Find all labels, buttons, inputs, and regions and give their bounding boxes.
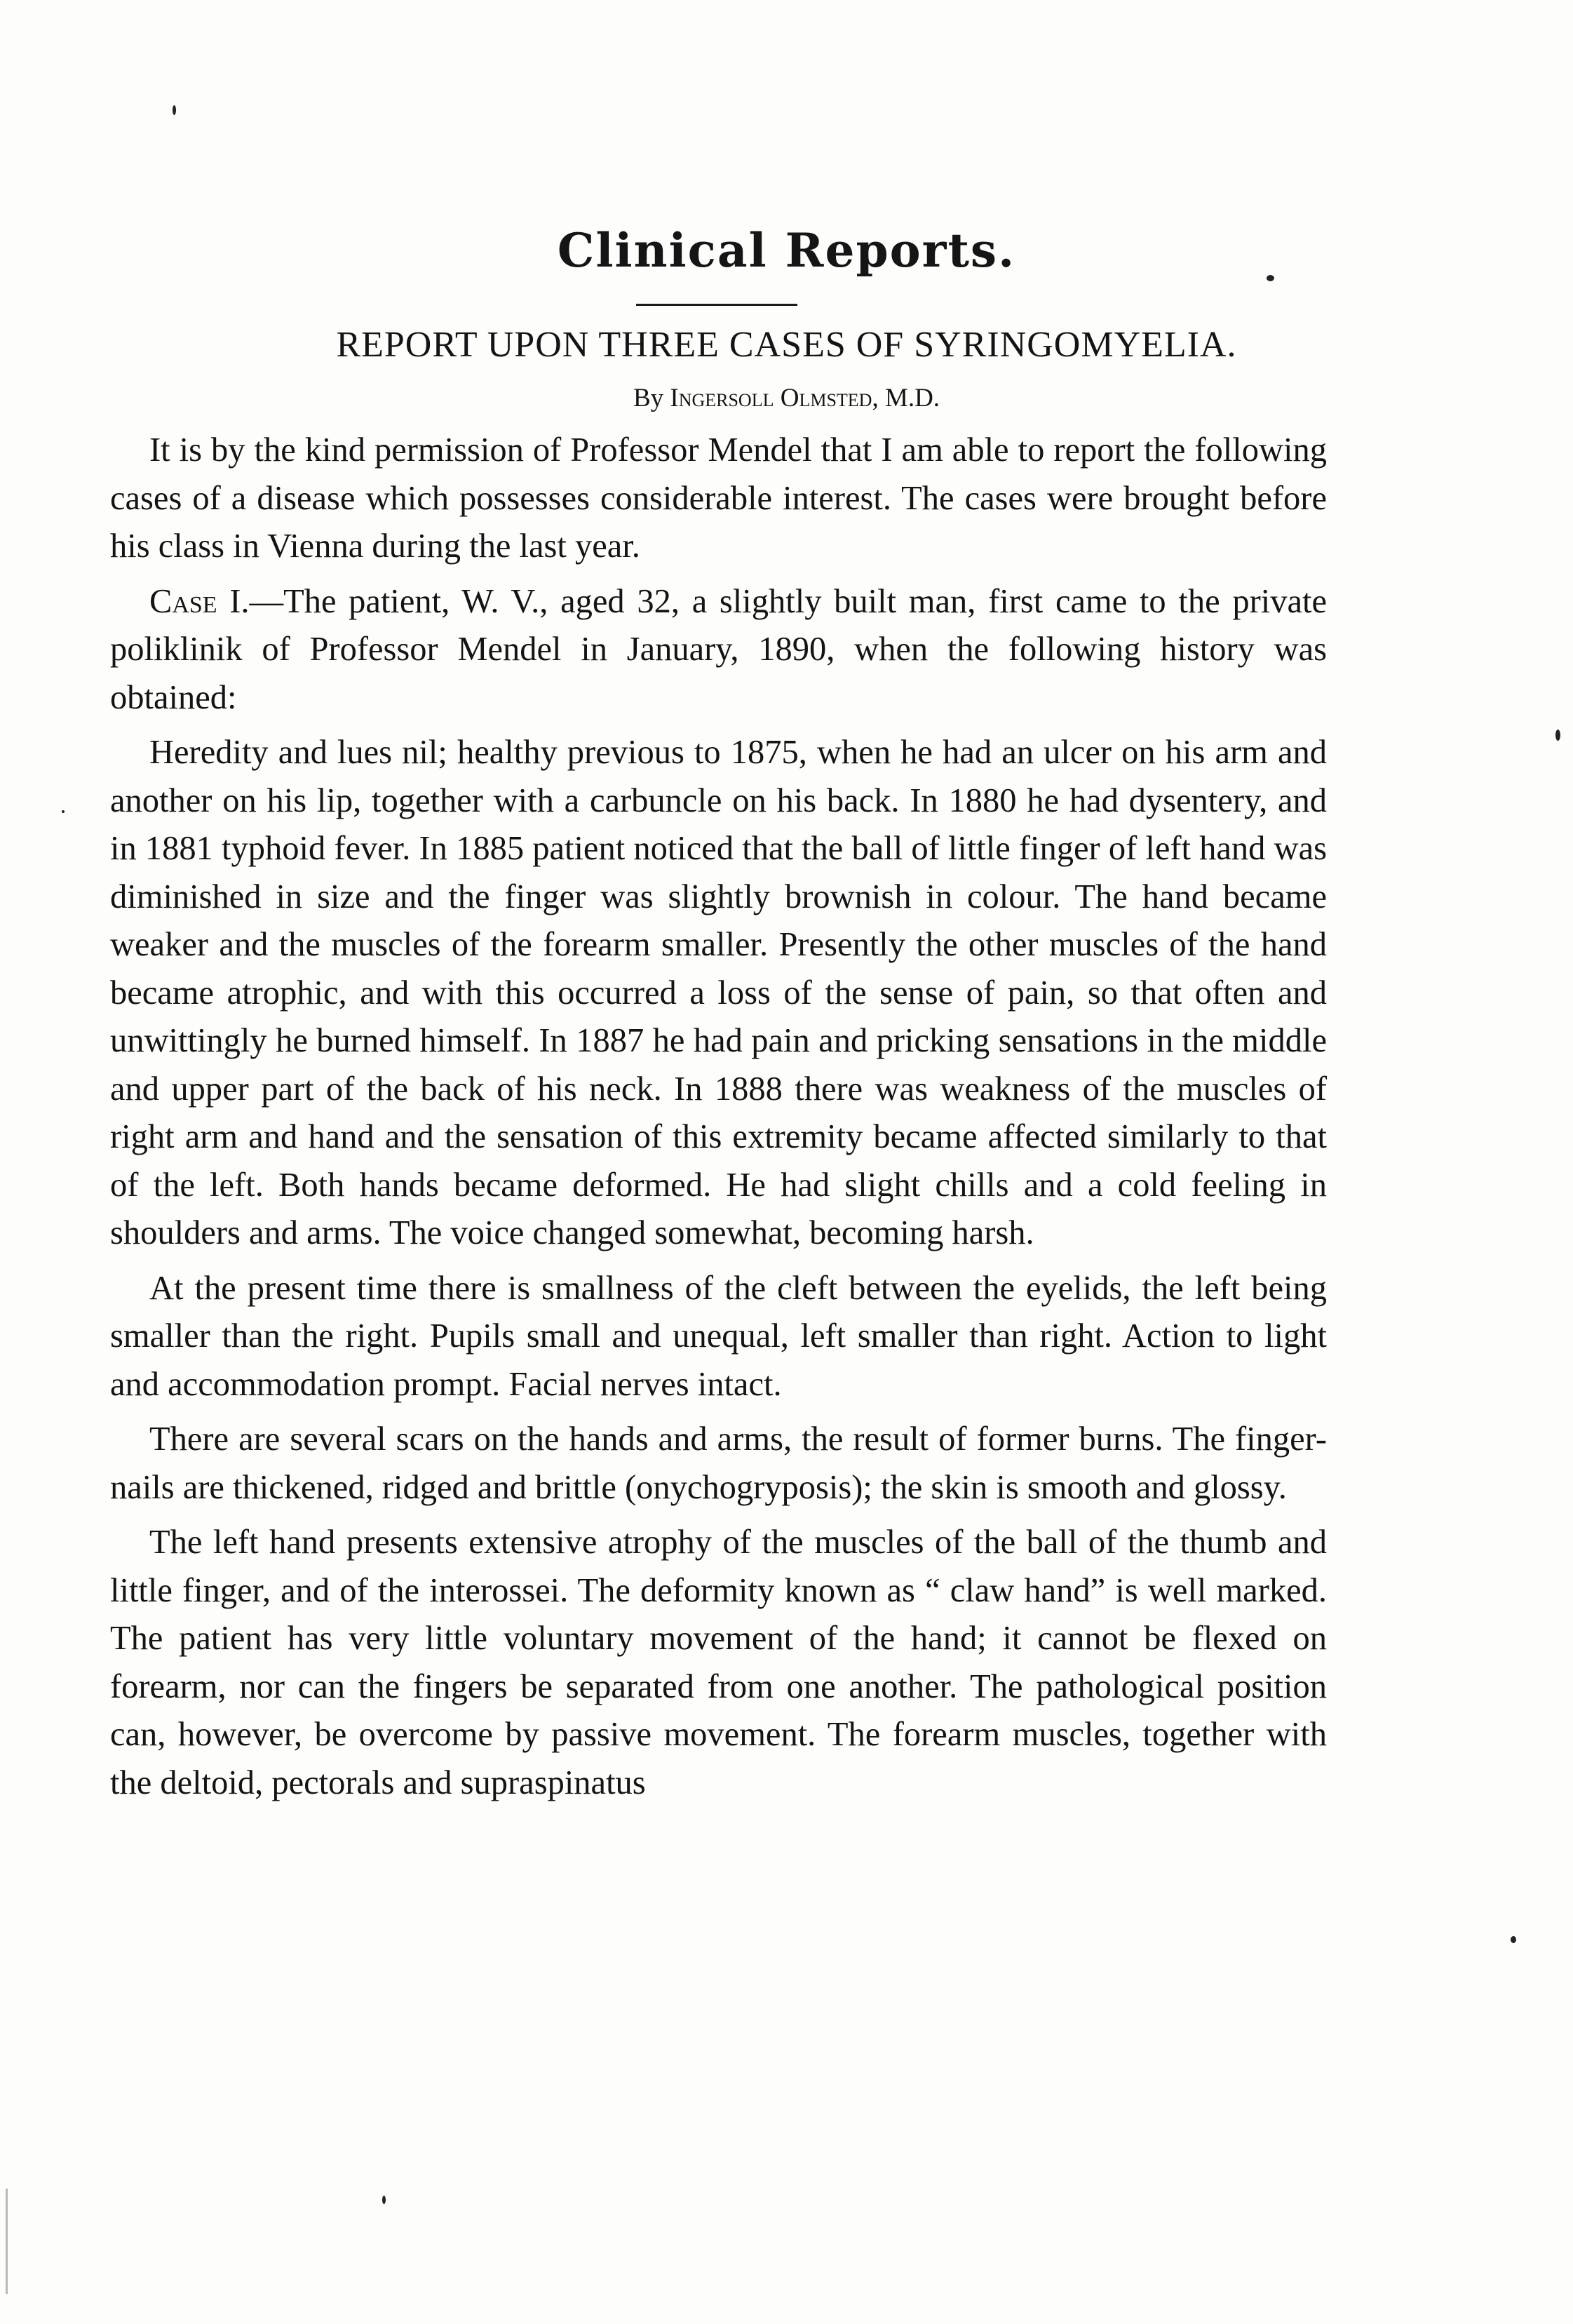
scan-speck [6, 2189, 8, 2294]
title-divider [636, 304, 797, 306]
scan-speck [1555, 730, 1560, 741]
paragraph-left-hand: The left hand presents extensive atrophy of the muscles of the ball of the thumb and little finger, and of the interossei. The deformity known as “ claw hand” is well marked. The patient has very little voluntary movement of the hand; it cannot be flexed on forearm, nor can the fingers be separated from one another. The pathological position can, however, be overcome by passive movement. The forearm muscles, together with the deltoid, pectorals and supraspinatus [110, 1524, 1327, 1801]
scan-speck [1511, 1936, 1516, 1943]
article-body [110, 426, 1327, 1814]
scan-speck [1267, 275, 1274, 281]
section-heading: Clinical Reports. [557, 223, 1016, 278]
paragraph-intro: It is by the kind permission of Professor Mendel that I am able to report the following cases of a disease which possesses considerable interest. The cases were brought before his class in Vienna during the last year. [110, 431, 1327, 565]
paragraph-case-one: Case I.—The patient, W. V., aged 32, a slightly built man, first came to the private poliklinik of Professor Mendel in January, 1890, when the following history was obtained: [110, 582, 1327, 716]
scan-speck [62, 810, 65, 813]
paragraph-present-condition: At the present time there is smallness of the cleft between the eyelids, the left being smaller than the right. Pupils small and unequal, left smaller than right. Action to light and accommodation prompt. Facial nerves intact. [110, 1269, 1327, 1403]
byline-prefix: By [633, 384, 664, 412]
paragraph-history: Heredity and lues nil; healthy previous to 1875, when he had an ulcer on his arm and another on his lip, together with a carbuncle on his back. In 1880 he had dysentery, and in 1881 typhoid fever. In 1885 patient noticed that the ball of little finger of left hand was diminished in size and the finger was slightly brownish in colour. The hand became weaker and the muscles of the forearm smaller. Presently the other muscles of the hand became atrophic, and with this occurred a loss of the sense of pain, so that often and unwittingly he burned himself. In 1887 he had pain and pricking sensations in the middle and upper part of the back of his neck. In 1888 there was weakness of the muscles of right arm and hand and the sensation of this extremity became affected similarly to that of the left. Both hands became deformed. He had slight chills and a cold feeling in shoulders and arms. The voice changed somewhat, becoming harsh. [110, 734, 1327, 1251]
scan-speck [382, 2196, 386, 2204]
report-title: REPORT UPON THREE CASES OF SYRINGOMYELIA. [336, 325, 1237, 365]
paragraph-scars: There are several scars on the hands and arms, the result of former burns. The finger-nails are thickened, ridged and brittle (onychogryposis); the skin is smooth and glossy. [110, 1420, 1327, 1506]
byline [105, 383, 1468, 413]
author-name: Ingersoll Olmsted, M.D. [670, 384, 940, 412]
case-label: Case I. [149, 582, 250, 620]
scan-speck [173, 105, 176, 115]
